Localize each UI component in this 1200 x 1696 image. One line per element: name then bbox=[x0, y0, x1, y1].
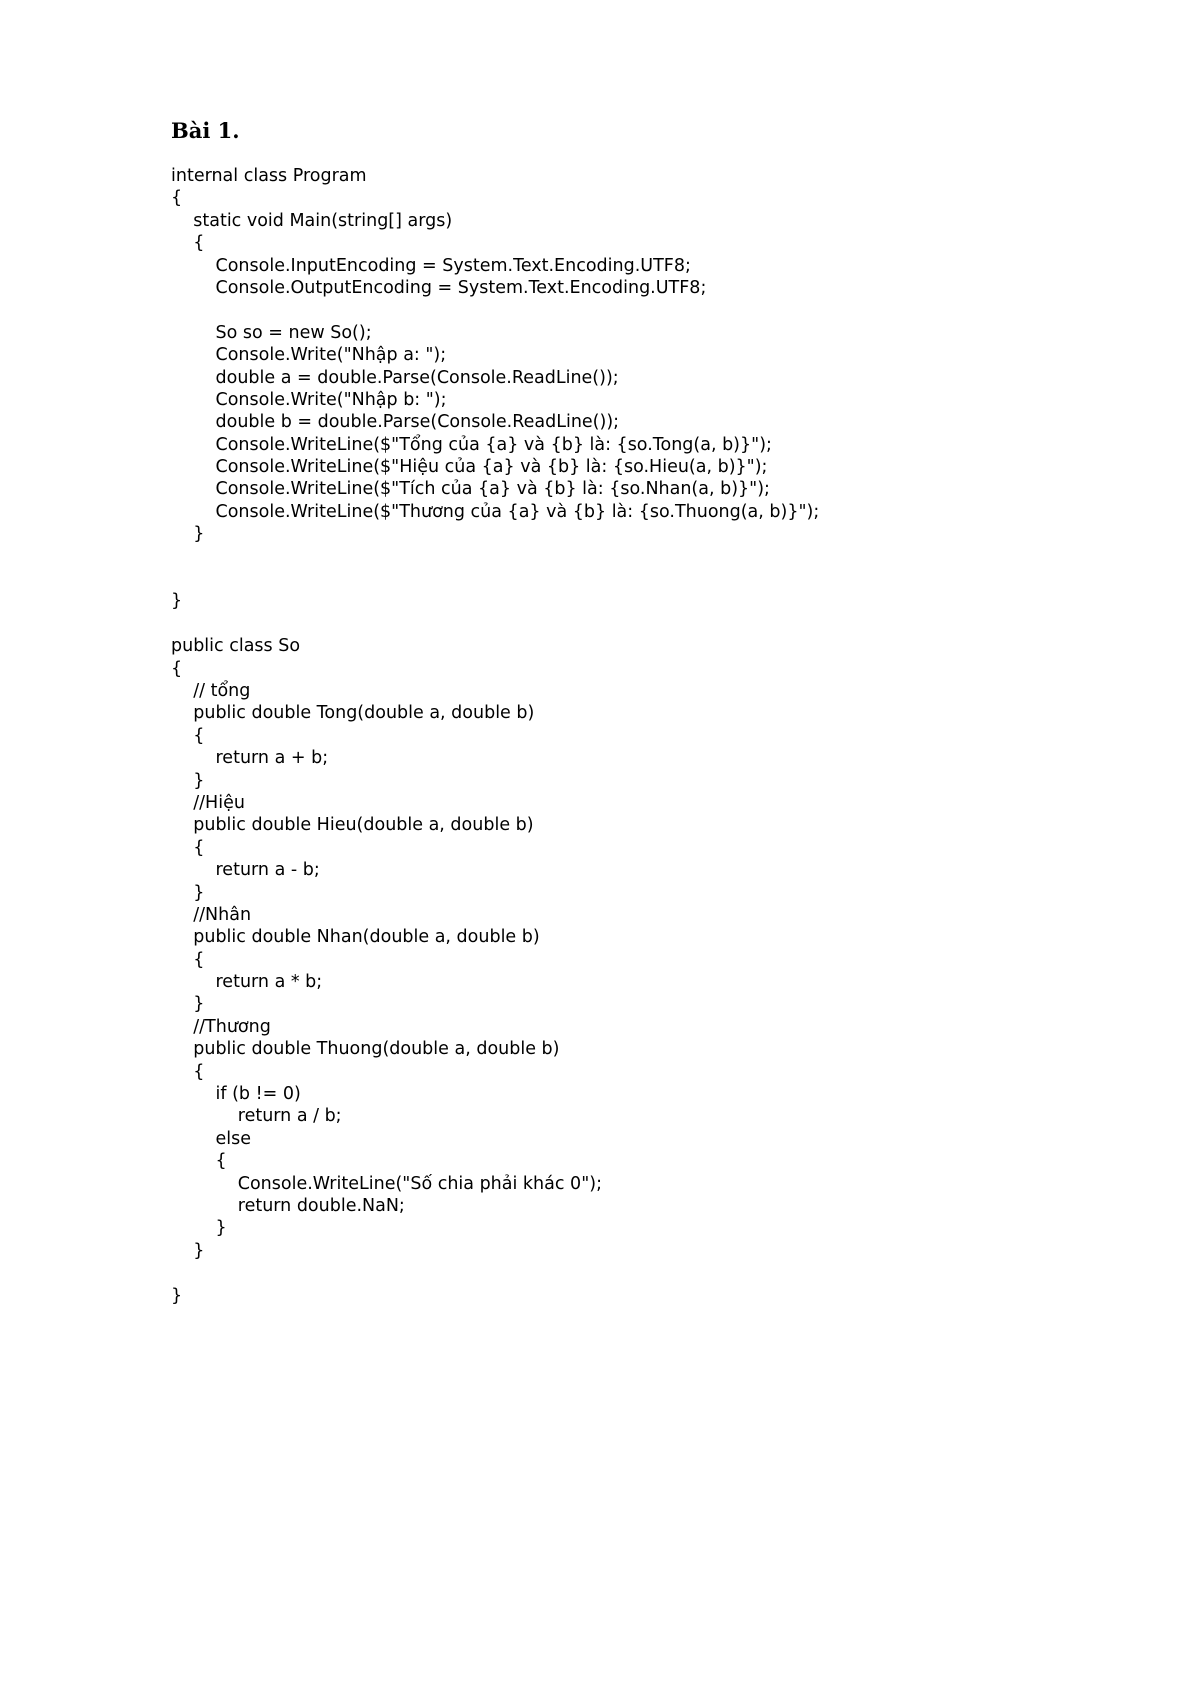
code-line: //Hiệu bbox=[171, 792, 245, 813]
code-line: public double Nhan(double a, double b) bbox=[171, 927, 540, 948]
code-line: } bbox=[171, 770, 205, 791]
code-line: return a + b; bbox=[171, 748, 329, 769]
code-line: { bbox=[171, 949, 205, 970]
code-line: double b = double.Parse(Console.ReadLine()); bbox=[171, 412, 620, 433]
code-line: //Thương bbox=[171, 1016, 271, 1037]
code-line: else bbox=[171, 1128, 252, 1149]
code-line: } bbox=[171, 1285, 183, 1306]
code-line: Console.WriteLine($"Tổng của {a} và {b} là: {so.Tong(a, b)}"); bbox=[171, 434, 772, 455]
code-line: { bbox=[171, 837, 205, 858]
code-line: } bbox=[171, 882, 205, 903]
code-line: { bbox=[171, 658, 183, 679]
code-line: Console.WriteLine($"Thương của {a} và {b} là: {so.Thuong(a, b)}"); bbox=[171, 501, 820, 522]
code-line bbox=[171, 1262, 819, 1284]
code-line: { bbox=[171, 233, 205, 254]
code-line: if (b != 0) bbox=[171, 1084, 301, 1105]
code-line: Console.WriteLine($"Hiệu của {a} và {b} là: {so.Hieu(a, b)}"); bbox=[171, 457, 768, 478]
code-line: } bbox=[171, 1218, 227, 1239]
code-line: // tổng bbox=[171, 680, 251, 701]
code-line: } bbox=[171, 994, 205, 1015]
code-line: public double Hieu(double a, double b) bbox=[171, 815, 534, 836]
code-line: public double Thuong(double a, double b) bbox=[171, 1039, 560, 1060]
code-line: Console.WriteLine($"Tích của {a} và {b} là: {so.Nhan(a, b)}"); bbox=[171, 479, 770, 500]
code-line: Console.OutputEncoding = System.Text.Encoding.UTF8; bbox=[171, 277, 707, 298]
code-line bbox=[171, 299, 819, 321]
exercise-heading: Bài 1. bbox=[171, 118, 240, 143]
code-line: Console.WriteLine("Số chia phải khác 0"); bbox=[171, 1173, 602, 1194]
code-line: static void Main(string[] args) bbox=[171, 210, 453, 231]
code-line: { bbox=[171, 188, 183, 209]
code-line: return a / b; bbox=[171, 1106, 342, 1127]
code-line: double a = double.Parse(Console.ReadLine()); bbox=[171, 367, 619, 388]
code-line: return double.NaN; bbox=[171, 1195, 405, 1216]
code-line: Console.Write("Nhập a: "); bbox=[171, 345, 447, 366]
code-line: Console.InputEncoding = System.Text.Encoding.UTF8; bbox=[171, 255, 691, 276]
code-line bbox=[171, 546, 819, 568]
code-line: internal class Program bbox=[171, 166, 367, 186]
code-line: So so = new So(); bbox=[171, 322, 372, 343]
code-line: public double Tong(double a, double b) bbox=[171, 703, 535, 724]
code-line: { bbox=[171, 725, 205, 746]
code-line: return a - b; bbox=[171, 860, 320, 881]
code-line: Console.Write("Nhập b: "); bbox=[171, 389, 447, 410]
code-line: } bbox=[171, 1240, 205, 1261]
code-line: //Nhân bbox=[171, 904, 252, 925]
code-line: } bbox=[171, 524, 205, 545]
code-line: { bbox=[171, 1151, 227, 1172]
code-line: return a * b; bbox=[171, 972, 323, 993]
code-line: { bbox=[171, 1061, 205, 1082]
code-line bbox=[171, 613, 819, 635]
code-line: public class So bbox=[171, 636, 301, 657]
code-block bbox=[171, 165, 819, 1307]
code-line: } bbox=[171, 591, 183, 612]
code-line bbox=[171, 568, 819, 590]
